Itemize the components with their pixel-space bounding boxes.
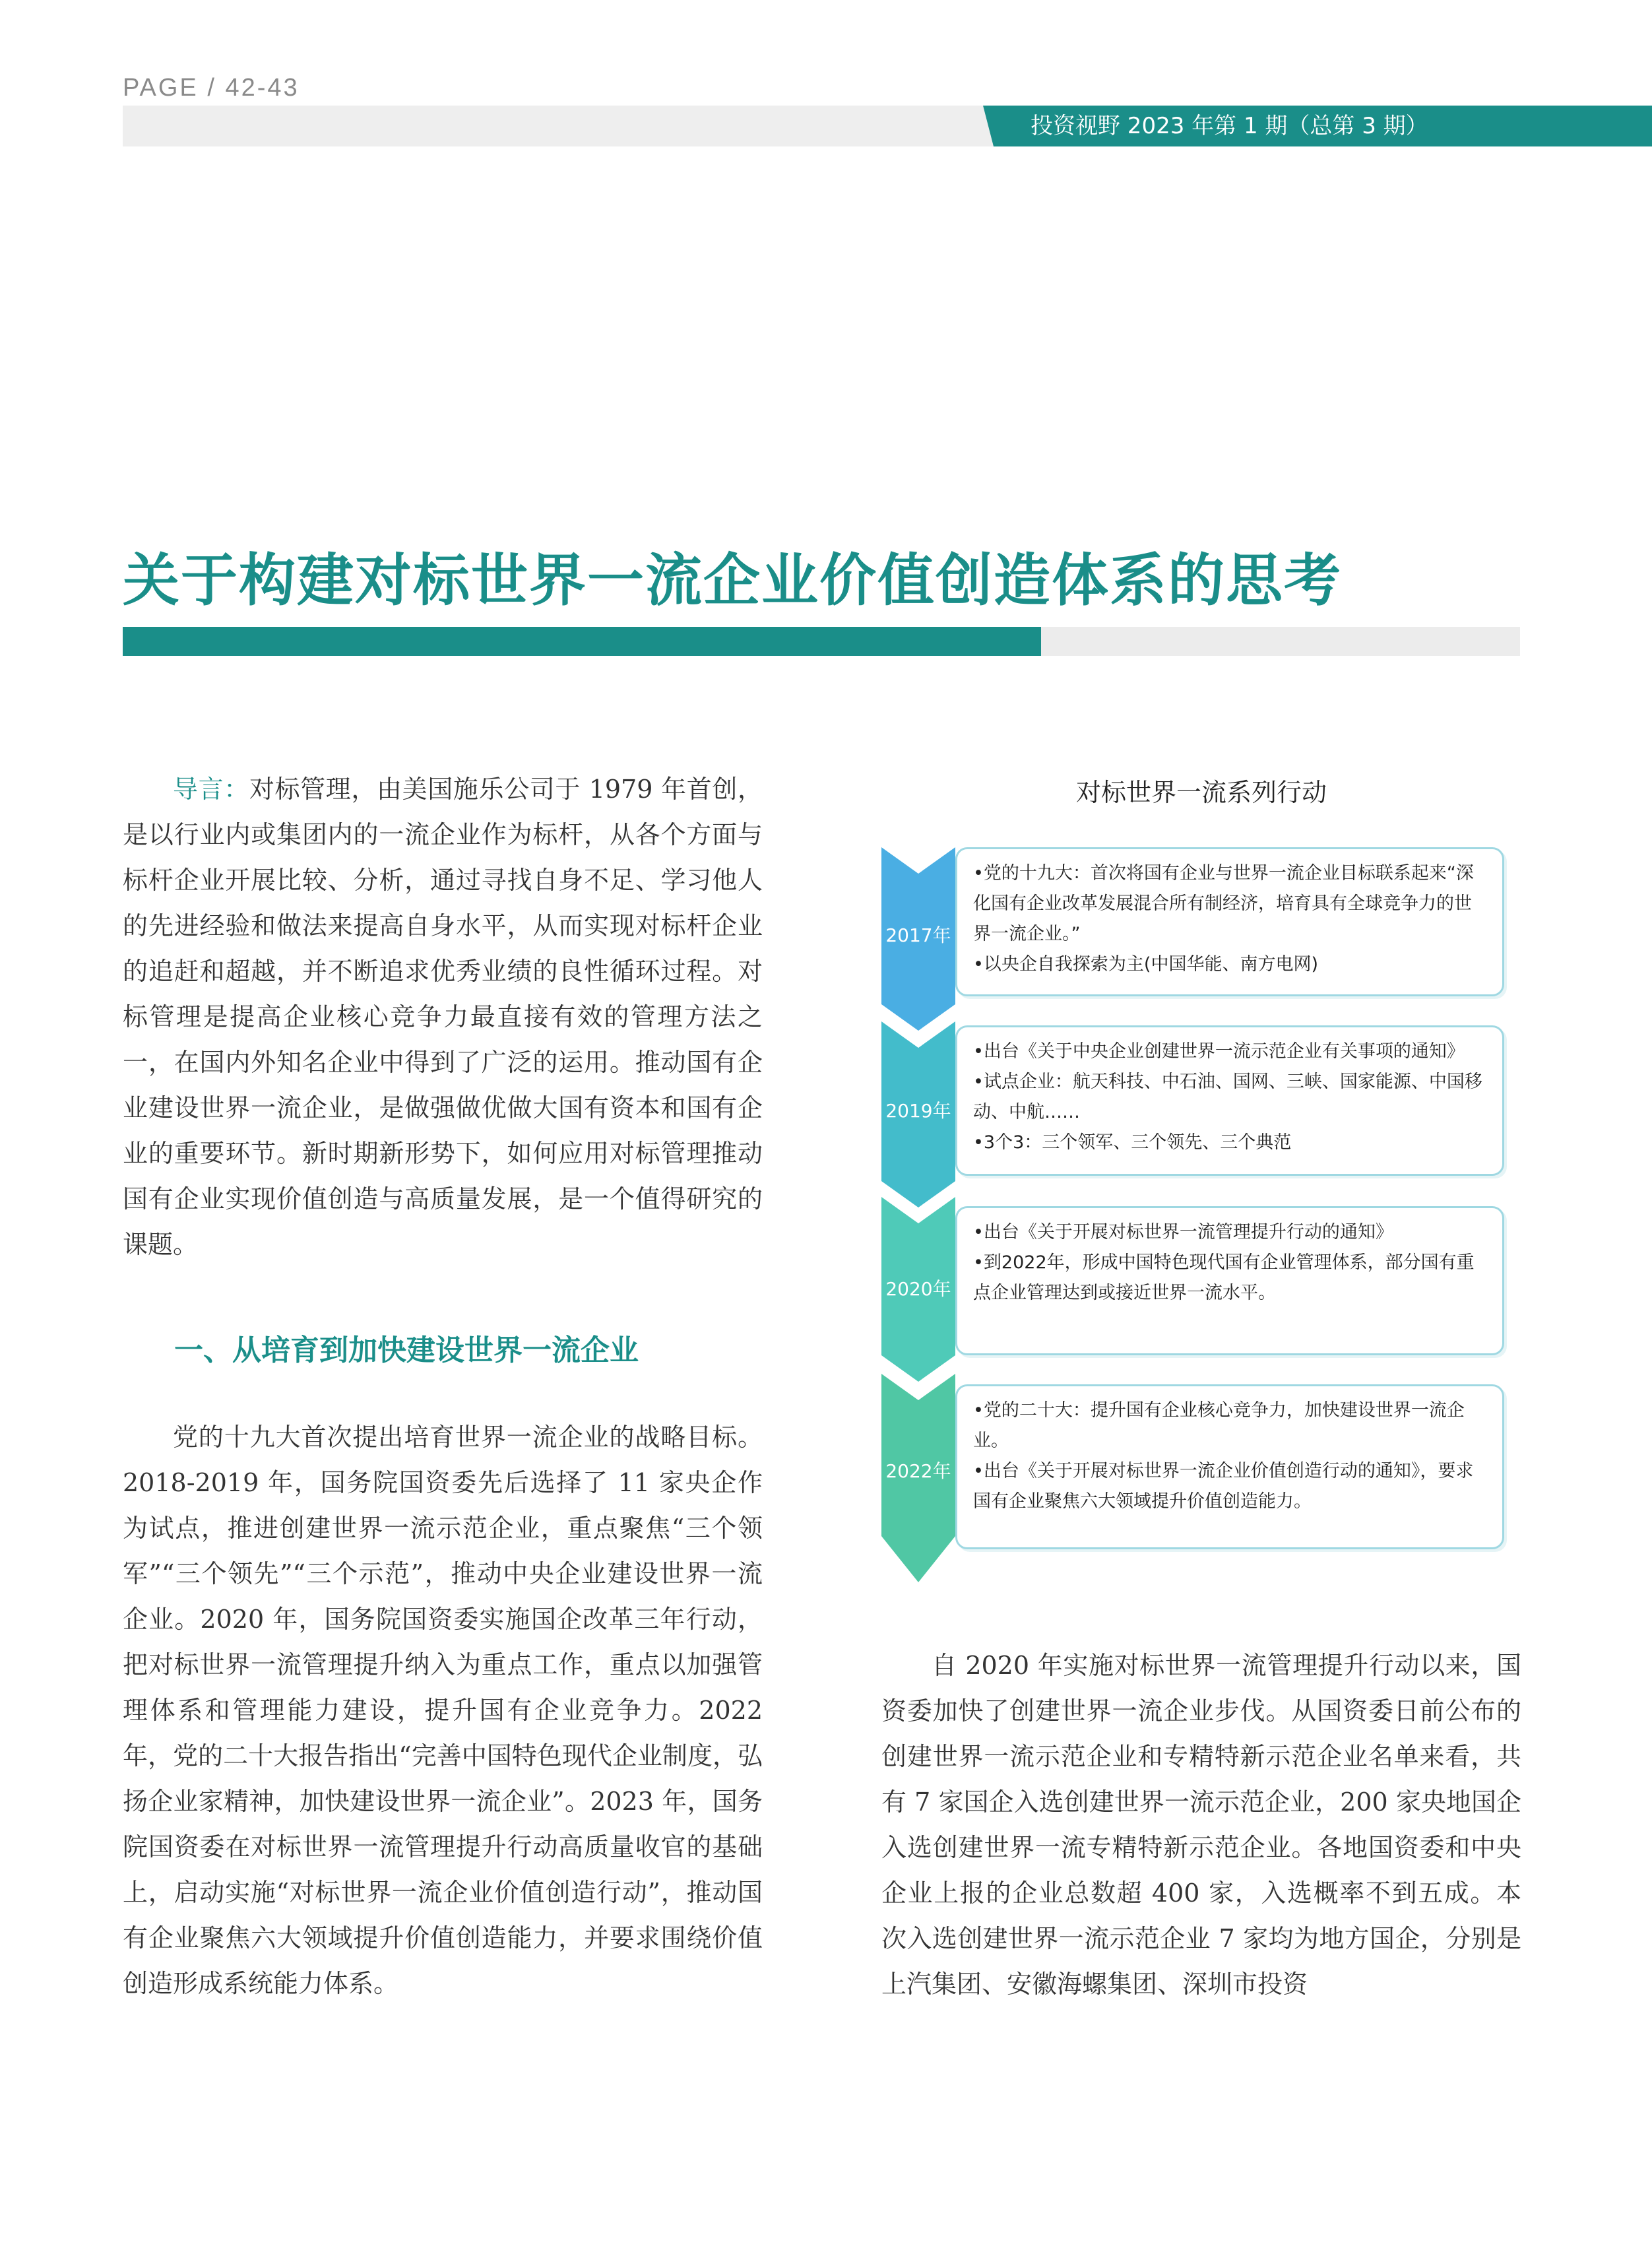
- timeline-item: •试点企业：航天科技、中石油、国网、三峡、国家能源、中国移动、中航……: [973, 1072, 1482, 1122]
- timeline-year-2017: 2017年: [885, 924, 951, 946]
- timeline-box-2017: [955, 847, 1504, 996]
- section-heading-1: 一、从培育到加快建设世界一流企业: [174, 1334, 639, 1367]
- timeline-item: •出台《关于开展对标世界一流管理提升行动的通知》: [973, 1222, 1393, 1242]
- timeline-year-2022: 2022年: [885, 1460, 951, 1482]
- timeline-diagram: [881, 847, 1521, 1586]
- timeline-box-2019: [955, 1025, 1504, 1176]
- title-underline-accent: [123, 627, 1041, 656]
- timeline-item: •党的十九大：首次将国有企业与世界一流企业目标联系起来“深化国有企业改革发展混合所有制经济，培育具有全球竞争力的世界一流企业。”: [973, 863, 1474, 944]
- timeline-item: •以央企自我探索为主(中国华能、南方电网): [973, 954, 1318, 975]
- timeline-box-2020: [955, 1206, 1504, 1355]
- intro-body: 对标管理，由美国施乐公司于 1979 年首创，是以行业内或集团内的一流企业作为标杆，从各个方面与标杆企业开展比较、分析，通过寻找自身不足、学习他人的先进经验和做法来提高自身水平，从而实现对标杆企业的追赶和超越，并不断追求优秀业绩的良性循环过程。对标管理是提高企业核心竞争力最直接有效的管理方法之一，在国内外知名企业中得到了广泛的运用。推动国有企业建设世界一流企业，是做强做优做大国有资本和国有企业的重要环节。新时期新形势下，如何应用对标管理推动国有企业实现价值创造与高质量发展，是一个值得研究的课题。: [123, 775, 763, 1259]
- timeline-year-2020: 2020年: [885, 1278, 951, 1300]
- timeline-item: •党的二十大：提升国有企业核心竞争力，加快建设世界一流企业。: [973, 1400, 1465, 1451]
- intro-lead: 导言：: [173, 775, 249, 804]
- timeline-year-2019: 2019年: [885, 1100, 951, 1122]
- timeline-item: •出台《关于开展对标世界一流企业价值创造行动的通知》，要求国有企业聚焦六大领域提升价值创造能力。: [973, 1461, 1474, 1512]
- timeline-box-2022: [955, 1384, 1504, 1549]
- section-1-text: 党的十九大首次提出培育世界一流企业的战略目标。2018-2019 年，国务院国资委先后选择了 11 家央企作为试点，推进创建世界一流示范企业，重点聚焦“三个领军”“三个领先”“三个示范”，推动中央企业建设世界一流企业。2020 年，国务院国资委实施国企改革三年行动，把对标世界一流管理提升纳入为重点工作，重点以加强管理体系和管理能力建设，提升国有企业竞争力。2022 年，党的二十大报告指出“完善中国特色现代企业制度，弘扬企业家精神，加快建设世界一流企业”。2023 年，国务院国资委在对标世界一流管理提升行动高质量收官的基础上，启动实施“对标世界一流企业价值创造行动”，推动国有企业聚焦六大领域提升价值创造能力，并要求围绕价值创造形成系统能力体系。: [123, 1423, 763, 1998]
- intro-paragraph: [123, 767, 763, 1268]
- right-column-text: 自 2020 年实施对标世界一流管理提升行动以来，国资委加快了创建世界一流企业步伐。从国资委日前公布的创建世界一流示范企业和专精特新示范企业名单来看，共有 7 家国企入选创建世界一流示范企业，200 家央地国企入选创建世界一流专精特新示范企业。各地国资委和中央企业上报的企业总数超 400 家，入选概率不到五成。本次入选创建世界一流示范企业 7 家均为地方国企，分别是上汽集团、安徽海螺集团、深圳市投资: [881, 1651, 1521, 1999]
- timeline-item: •到2022年，形成中国特色现代国有企业管理体系，部分国有重点企业管理达到或接近世界一流水平。: [973, 1252, 1475, 1303]
- page-number-label: PAGE / 42-43: [123, 74, 300, 102]
- timeline-title: 对标世界一流系列行动: [1075, 778, 1327, 807]
- right-column-paragraph: [881, 1643, 1521, 2007]
- issue-label: 投资视野 2023 年第 1 期（总第 3 期）: [1031, 113, 1428, 139]
- timeline-item: •出台《关于中央企业创建世界一流示范企业有关事项的通知》: [973, 1041, 1465, 1062]
- article-title: 关于构建对标世界一流企业价值创造体系的思考: [123, 547, 1342, 614]
- timeline-item: •3个3：三个领军、三个领先、三个典范: [973, 1132, 1292, 1153]
- section-1-paragraph: [123, 1415, 763, 2007]
